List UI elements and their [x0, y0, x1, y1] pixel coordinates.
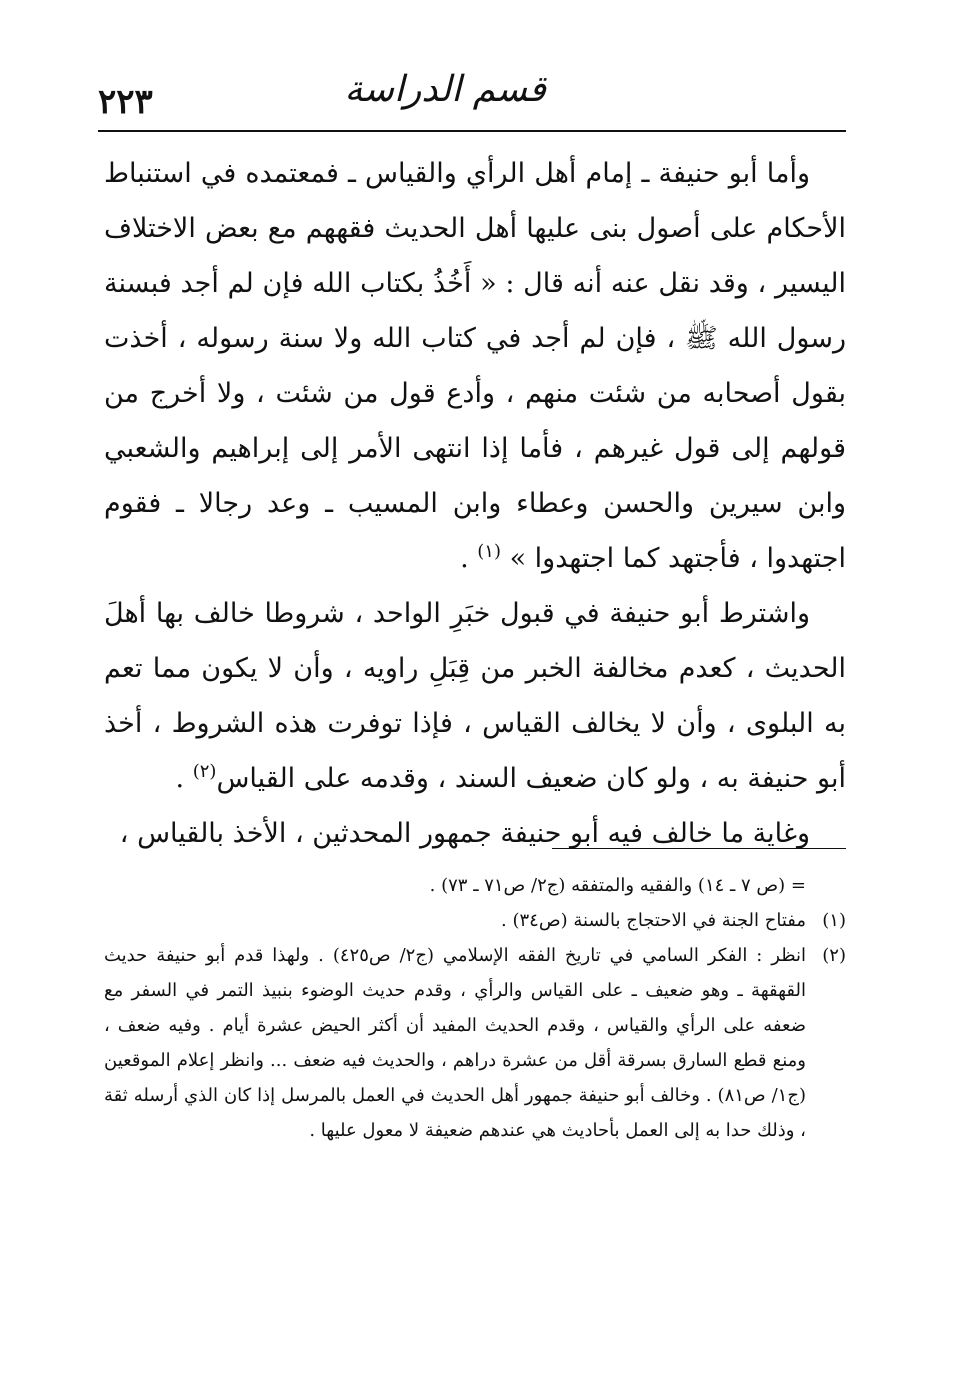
footnote-ref-1: (١): [477, 541, 501, 562]
footnote-1: [104, 903, 846, 938]
header-title: قسم الدراسة: [344, 69, 546, 110]
footnote-ref-2: (٢): [192, 761, 217, 782]
footnote-text: مفتاح الجنة في الاحتجاج بالسنة (ص٣٤) .: [501, 910, 806, 931]
running-header: [98, 62, 846, 124]
paragraph-qiyas: [104, 806, 846, 861]
footnote-2: [104, 938, 846, 1148]
sentence-end: .: [460, 543, 469, 574]
main-text: [104, 146, 846, 861]
footnote-number: (٢): [822, 945, 846, 966]
paragraph-khabar-conditions: [104, 586, 846, 806]
paragraph-abu-hanifa-method: [104, 146, 846, 586]
footnote-number: (١): [822, 910, 846, 931]
footnotes: [104, 868, 846, 1148]
paragraph-text: وأما أبو حنيفة ـ إمام أهل الرأي والقياس ـ فمعتمده في استنباط الأحكام على أصول بنى عليها أهل الحديث فقههم مع بعض الاختلاف اليسير ، وقد نقل عنه أنه قال : « أَخُذُ بكتاب الله فإن لم أجد فبسنة رسول الله ﷺ ، فإن لم أجد في كتاب الله ولا سنة رسوله ، أخذت بقول أصحابه من شئت منهم ، وأدع قول من شئت ، ولا أخرج من قولهم إلى قول غيرهم ، فأما إذا انتهى الأمر إلى إبراهيم والشعبي وابن سيرين والحسن وعطاء وابن المسيب ـ وعد رجالا ـ فقوم اجتهدوا ، فأجتهد كما اجتهدوا »: [104, 158, 846, 574]
footnote-divider: [552, 848, 846, 849]
paragraph-text: وغاية ما خالف فيه أبو حنيفة جمهور المحدثين ، الأخذ بالقياس ،: [119, 818, 810, 849]
footnote-text: انظر : الفكر السامي في تاريخ الفقه الإسلامي (ج٢/ ص٤٢٥) . ولهذا قدم أبو حنيفة حديث القهقهة ـ وهو ضعيف ـ على القياس والرأي ، وقدم حديث الوضوء بنبيذ التمر في السفر مع ضعفه على الرأي والقياس ، وقدم الحديث المفيد أن أكثر الحيض عشرة أيام . وفيه ضعف ، ومنع قطع السارق بسرقة أقل من عشرة دراهم ، والحديث فيه ضعف ... وانظر إعلام الموقعين (ج١/ ص٨١) . وخالف أبو حنيفة جمهور أهل الحديث في العمل بالمرسل إذا كان الذي أرسله ثقة ، وذلك حدا به إلى العمل بأحاديث هي عندهم ضعيفة لا معول عليها .: [104, 945, 806, 1141]
footnote-continuation: = (ص ٧ ـ ١٤) والفقيه والمتفقه (ج٢/ ص٧١ ـ ٧٣) .: [429, 875, 806, 896]
paragraph-text: واشترط أبو حنيفة في قبول خبَرِ الواحد ، شروطا خالف بها أهلَ الحديث ، كعدم مخالفة الخبر من قِبَلِ راويه ، وأن لا يكون مما تعم به البلوى ، وأن لا يخالف القياس ، فإذا توفرت هذه الشروط ، أخذ أبو حنيفة به ، ولو كان ضعيف السند ، وقدمه على القياس: [104, 598, 846, 794]
page-number: ٢٢٣: [98, 82, 153, 122]
header-divider: [98, 130, 846, 132]
sentence-end: .: [175, 763, 185, 794]
